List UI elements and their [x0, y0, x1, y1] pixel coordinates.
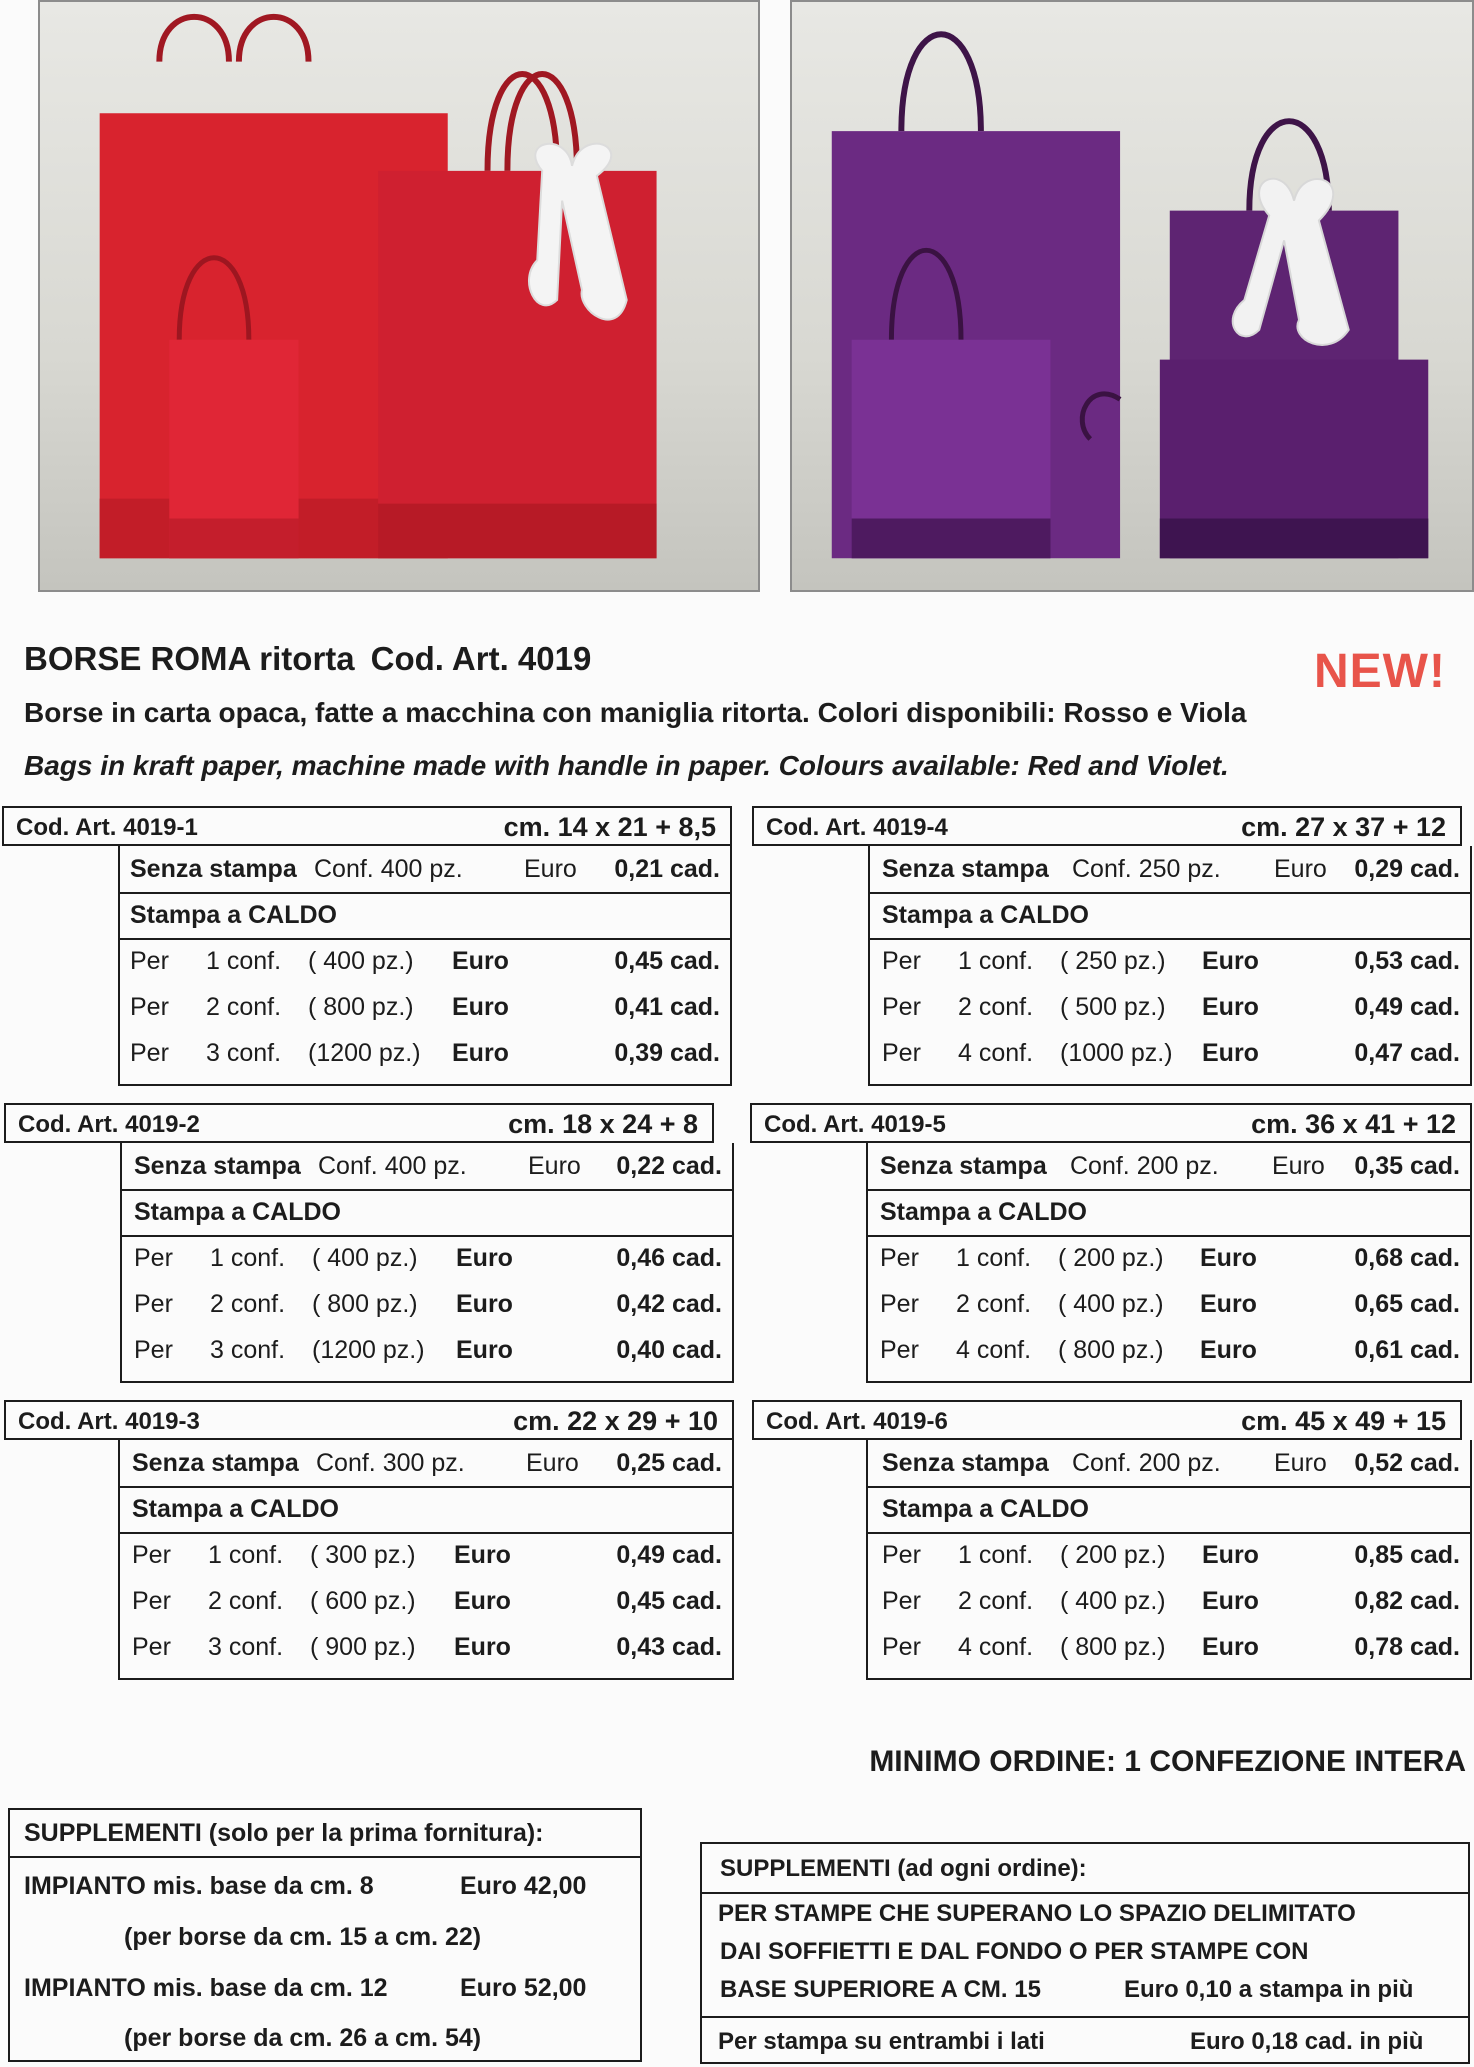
- tier-row: [868, 1578, 1470, 1624]
- description-english: Bags in kraft paper, machine made with handle in paper. Colours available: Red and Violet.: [24, 750, 1229, 781]
- currency-label: Euro: [1272, 1152, 1325, 1180]
- per-label: Per: [882, 1541, 921, 1569]
- tier-qty: ( 800 pz.): [308, 993, 414, 1021]
- tier-qty: ( 300 pz.): [310, 1541, 416, 1569]
- tier-qty: ( 800 pz.): [1058, 1336, 1164, 1364]
- tier-price: 0,82 cad.: [1354, 1587, 1460, 1615]
- tier-qty: (1200 pz.): [312, 1336, 425, 1364]
- description-italian: Borse in carta opaca, fatte a macchina con maniglia ritorta. Colori disponibili: Rosso e Viola: [24, 697, 1247, 728]
- currency-label: Euro: [524, 855, 577, 883]
- both-sides-label: Per stampa su entrambi i lati: [718, 2028, 1045, 2055]
- tier-conf: 3 conf.: [208, 1633, 284, 1661]
- tier-conf: 3 conf.: [210, 1336, 286, 1364]
- hot-print-row: [122, 1189, 732, 1237]
- tier-row: [868, 1281, 1470, 1327]
- hot-print-row: [120, 892, 730, 940]
- product-dimensions: cm. 14 x 21 + 8,5: [503, 812, 716, 842]
- supplements-heading-row: [10, 1810, 640, 1858]
- currency-label: Euro: [454, 1633, 511, 1661]
- per-label: Per: [134, 1336, 173, 1364]
- tier-conf: 3 conf.: [206, 1039, 282, 1067]
- product-table-4019-5: [750, 1103, 1472, 1383]
- price-box: [866, 1143, 1472, 1383]
- photo-violet-bags: [790, 0, 1474, 592]
- oversize-line-1: PER STAMPE CHE SUPERANO LO SPAZIO DELIMITATO: [718, 1900, 1356, 1927]
- senza-stampa-label: Senza stampa: [134, 1152, 301, 1180]
- product-dimensions: cm. 18 x 24 + 8: [508, 1109, 698, 1139]
- tier-row: [870, 938, 1470, 984]
- currency-label: Euro: [1202, 993, 1259, 1021]
- product-header: [2, 806, 732, 846]
- hot-print-row: [868, 1189, 1470, 1237]
- tier-conf: 2 conf.: [206, 993, 282, 1021]
- price-box: [118, 846, 732, 1086]
- currency-label: Euro: [456, 1290, 513, 1318]
- tier-qty: ( 500 pz.): [1060, 993, 1166, 1021]
- product-dimensions: cm. 45 x 49 + 15: [1241, 1406, 1446, 1436]
- tier-conf: 4 conf.: [958, 1039, 1034, 1067]
- base-price: 0,21 cad.: [614, 855, 720, 883]
- oversize-line-2: DAI SOFFIETTI E DAL FONDO O PER STAMPE CON: [720, 1938, 1309, 1965]
- stampa-caldo-label: Stampa a CALDO: [880, 1198, 1087, 1226]
- tier-qty: (1000 pz.): [1060, 1039, 1173, 1067]
- hot-print-row: [868, 1486, 1470, 1534]
- tier-qty: ( 400 pz.): [308, 947, 414, 975]
- impianto-12-price: Euro 52,00: [460, 1974, 587, 2002]
- product-line-name: BORSE ROMA ritorta: [24, 640, 355, 677]
- photo-red-bags: [38, 0, 760, 592]
- red-bags-illustration: [40, 2, 758, 590]
- tier-price: 0,49 cad.: [616, 1541, 722, 1569]
- product-table-4019-6: [752, 1400, 1472, 1680]
- per-label: Per: [882, 1633, 921, 1661]
- currency-label: Euro: [454, 1587, 511, 1615]
- new-badge: NEW!: [1314, 645, 1446, 698]
- tier-qty: ( 400 pz.): [312, 1244, 418, 1272]
- tier-row: [120, 938, 730, 984]
- unprinted-row: [120, 1440, 732, 1488]
- currency-label: Euro: [1274, 855, 1327, 883]
- price-box: [120, 1143, 734, 1383]
- tier-conf: 2 conf.: [210, 1290, 286, 1318]
- product-table-4019-4: [752, 806, 1472, 1086]
- supplements-heading-row: [702, 1844, 1468, 1894]
- pack-size: Conf. 200 pz.: [1070, 1152, 1219, 1180]
- tier-price: 0,53 cad.: [1354, 947, 1460, 975]
- supplements-first-supply: [8, 1808, 642, 2062]
- currency-label: Euro: [1202, 1541, 1259, 1569]
- tier-price: 0,43 cad.: [616, 1633, 722, 1661]
- tier-row: [120, 1624, 732, 1670]
- per-label: Per: [880, 1336, 919, 1364]
- both-sides-price: Euro 0,18 cad. in più: [1190, 2028, 1424, 2055]
- tier-conf: 1 conf.: [958, 1541, 1034, 1569]
- tier-qty: ( 400 pz.): [1058, 1290, 1164, 1318]
- senza-stampa-label: Senza stampa: [132, 1449, 299, 1477]
- base-price: 0,25 cad.: [616, 1449, 722, 1477]
- product-code: Cod. Art. 4019-6: [766, 1408, 948, 1435]
- per-label: Per: [134, 1290, 173, 1318]
- per-label: Per: [882, 993, 921, 1021]
- per-label: Per: [880, 1244, 919, 1272]
- tier-row: [868, 1327, 1470, 1373]
- tier-price: 0,61 cad.: [1354, 1336, 1460, 1364]
- minimum-order-note: MINIMO ORDINE: 1 CONFEZIONE INTERA: [869, 1745, 1466, 1778]
- price-box: [866, 1440, 1472, 1680]
- tier-price: 0,78 cad.: [1354, 1633, 1460, 1661]
- product-table-4019-1: [2, 806, 732, 1086]
- tier-row: [122, 1327, 732, 1373]
- per-label: Per: [132, 1541, 171, 1569]
- tier-conf: 1 conf.: [208, 1541, 284, 1569]
- stampa-caldo-label: Stampa a CALDO: [134, 1198, 341, 1226]
- unprinted-row: [122, 1143, 732, 1191]
- tier-qty: ( 250 pz.): [1060, 947, 1166, 975]
- tier-row: [120, 1578, 732, 1624]
- tier-price: 0,49 cad.: [1354, 993, 1460, 1021]
- pack-size: Conf. 400 pz.: [318, 1152, 467, 1180]
- oversize-line-3: BASE SUPERIORE A CM. 15: [720, 1976, 1041, 2003]
- currency-label: Euro: [456, 1336, 513, 1364]
- currency-label: Euro: [452, 1039, 509, 1067]
- hot-print-row: [870, 892, 1470, 940]
- tier-row: [122, 1235, 732, 1281]
- stampa-caldo-label: Stampa a CALDO: [882, 901, 1089, 929]
- senza-stampa-label: Senza stampa: [880, 1152, 1047, 1180]
- per-label: Per: [132, 1587, 171, 1615]
- tier-conf: 1 conf.: [206, 947, 282, 975]
- product-code: Cod. Art. 4019-3: [18, 1408, 200, 1435]
- tier-price: 0,45 cad.: [614, 947, 720, 975]
- currency-label: Euro: [456, 1244, 513, 1272]
- tier-price: 0,47 cad.: [1354, 1039, 1460, 1067]
- impianto-8-note: (per borse da cm. 15 a cm. 22): [124, 1923, 482, 1951]
- per-label: Per: [130, 1039, 169, 1067]
- product-dimensions: cm. 22 x 29 + 10: [513, 1406, 718, 1436]
- senza-stampa-label: Senza stampa: [882, 1449, 1049, 1477]
- base-price: 0,22 cad.: [616, 1152, 722, 1180]
- currency-label: Euro: [1202, 947, 1259, 975]
- impianto-8-label: IMPIANTO mis. base da cm. 8: [24, 1872, 374, 1900]
- pack-size: Conf. 200 pz.: [1072, 1449, 1221, 1477]
- unprinted-row: [870, 846, 1470, 894]
- product-header: [752, 1400, 1462, 1440]
- product-table-4019-3: [4, 1400, 734, 1680]
- tier-row: [870, 1030, 1470, 1076]
- per-label: Per: [882, 1587, 921, 1615]
- senza-stampa-label: Senza stampa: [130, 855, 297, 883]
- tier-price: 0,65 cad.: [1354, 1290, 1460, 1318]
- stampa-caldo-label: Stampa a CALDO: [130, 901, 337, 929]
- tier-row: [868, 1532, 1470, 1578]
- article-code: Cod. Art. 4019: [370, 640, 592, 677]
- per-label: Per: [882, 1039, 921, 1067]
- impianto-12-note: (per borse da cm. 26 a cm. 54): [124, 2024, 482, 2052]
- currency-label: Euro: [1200, 1336, 1257, 1364]
- tier-row: [120, 984, 730, 1030]
- per-label: Per: [134, 1244, 173, 1272]
- impianto-8-price: Euro 42,00: [460, 1872, 587, 1900]
- unprinted-row: [868, 1143, 1470, 1191]
- product-header: [750, 1103, 1472, 1143]
- tier-row: [120, 1030, 730, 1076]
- tier-row: [870, 984, 1470, 1030]
- tier-price: 0,46 cad.: [616, 1244, 722, 1272]
- tier-conf: 1 conf.: [958, 947, 1034, 975]
- per-label: Per: [130, 947, 169, 975]
- unprinted-row: [120, 846, 730, 894]
- tier-conf: 4 conf.: [958, 1633, 1034, 1661]
- price-box: [868, 846, 1472, 1086]
- per-label: Per: [130, 993, 169, 1021]
- currency-label: Euro: [1200, 1244, 1257, 1272]
- tier-qty: ( 200 pz.): [1060, 1541, 1166, 1569]
- tier-conf: 2 conf.: [958, 1587, 1034, 1615]
- base-price: 0,52 cad.: [1354, 1449, 1460, 1477]
- price-box: [118, 1440, 734, 1680]
- tier-row: [120, 1532, 732, 1578]
- tier-qty: (1200 pz.): [308, 1039, 421, 1067]
- tier-price: 0,41 cad.: [614, 993, 720, 1021]
- tier-price: 0,42 cad.: [616, 1290, 722, 1318]
- tier-qty: ( 600 pz.): [310, 1587, 416, 1615]
- hot-print-row: [120, 1486, 732, 1534]
- unprinted-row: [868, 1440, 1470, 1488]
- tier-conf: 4 conf.: [956, 1336, 1032, 1364]
- page-title: [24, 640, 591, 678]
- stampa-caldo-label: Stampa a CALDO: [132, 1495, 339, 1523]
- per-label: Per: [880, 1290, 919, 1318]
- product-code: Cod. Art. 4019-2: [18, 1111, 200, 1138]
- product-table-4019-2: [4, 1103, 734, 1383]
- currency-label: Euro: [526, 1449, 579, 1477]
- pack-size: Conf. 250 pz.: [1072, 855, 1221, 883]
- tier-row: [122, 1281, 732, 1327]
- oversize-print-note: [702, 1892, 1468, 2018]
- supplements-every-order: [700, 1842, 1470, 2064]
- currency-label: Euro: [1274, 1449, 1327, 1477]
- supplements-heading: SUPPLEMENTI (ad ogni ordine):: [720, 1855, 1087, 1882]
- currency-label: Euro: [1202, 1039, 1259, 1067]
- stampa-caldo-label: Stampa a CALDO: [882, 1495, 1089, 1523]
- tier-qty: ( 900 pz.): [310, 1633, 416, 1661]
- product-header: [752, 806, 1462, 846]
- currency-label: Euro: [1200, 1290, 1257, 1318]
- product-code: Cod. Art. 4019-5: [764, 1111, 946, 1138]
- tier-qty: ( 200 pz.): [1058, 1244, 1164, 1272]
- oversize-price: Euro 0,10 a stampa in più: [1124, 1976, 1414, 2003]
- tier-qty: ( 400 pz.): [1060, 1587, 1166, 1615]
- per-label: Per: [882, 947, 921, 975]
- tier-price: 0,68 cad.: [1354, 1244, 1460, 1272]
- tier-conf: 1 conf.: [210, 1244, 286, 1272]
- impianto-12-label: IMPIANTO mis. base da cm. 12: [24, 1974, 388, 2002]
- currency-label: Euro: [528, 1152, 581, 1180]
- product-dimensions: cm. 27 x 37 + 12: [1241, 812, 1446, 842]
- product-code: Cod. Art. 4019-1: [16, 814, 198, 841]
- tier-qty: ( 800 pz.): [312, 1290, 418, 1318]
- base-price: 0,29 cad.: [1354, 855, 1460, 883]
- currency-label: Euro: [452, 993, 509, 1021]
- product-code: Cod. Art. 4019-4: [766, 814, 948, 841]
- tier-conf: 1 conf.: [956, 1244, 1032, 1272]
- tier-conf: 2 conf.: [958, 993, 1034, 1021]
- tier-conf: 2 conf.: [208, 1587, 284, 1615]
- currency-label: Euro: [1202, 1633, 1259, 1661]
- currency-label: Euro: [454, 1541, 511, 1569]
- tier-qty: ( 800 pz.): [1060, 1633, 1166, 1661]
- product-header: [4, 1103, 714, 1143]
- per-label: Per: [132, 1633, 171, 1661]
- base-price: 0,35 cad.: [1354, 1152, 1460, 1180]
- pack-size: Conf. 400 pz.: [314, 855, 463, 883]
- tier-price: 0,45 cad.: [616, 1587, 722, 1615]
- supplements-heading: SUPPLEMENTI (solo per la prima fornitura):: [24, 1819, 544, 1847]
- tier-price: 0,40 cad.: [616, 1336, 722, 1364]
- tier-conf: 2 conf.: [956, 1290, 1032, 1318]
- pack-size: Conf. 300 pz.: [316, 1449, 465, 1477]
- tier-price: 0,85 cad.: [1354, 1541, 1460, 1569]
- product-header: [4, 1400, 734, 1440]
- tier-row: [868, 1624, 1470, 1670]
- tier-price: 0,39 cad.: [614, 1039, 720, 1067]
- tier-row: [868, 1235, 1470, 1281]
- violet-bags-illustration: [792, 2, 1472, 590]
- senza-stampa-label: Senza stampa: [882, 855, 1049, 883]
- product-dimensions: cm. 36 x 41 + 12: [1251, 1109, 1456, 1139]
- currency-label: Euro: [1202, 1587, 1259, 1615]
- currency-label: Euro: [452, 947, 509, 975]
